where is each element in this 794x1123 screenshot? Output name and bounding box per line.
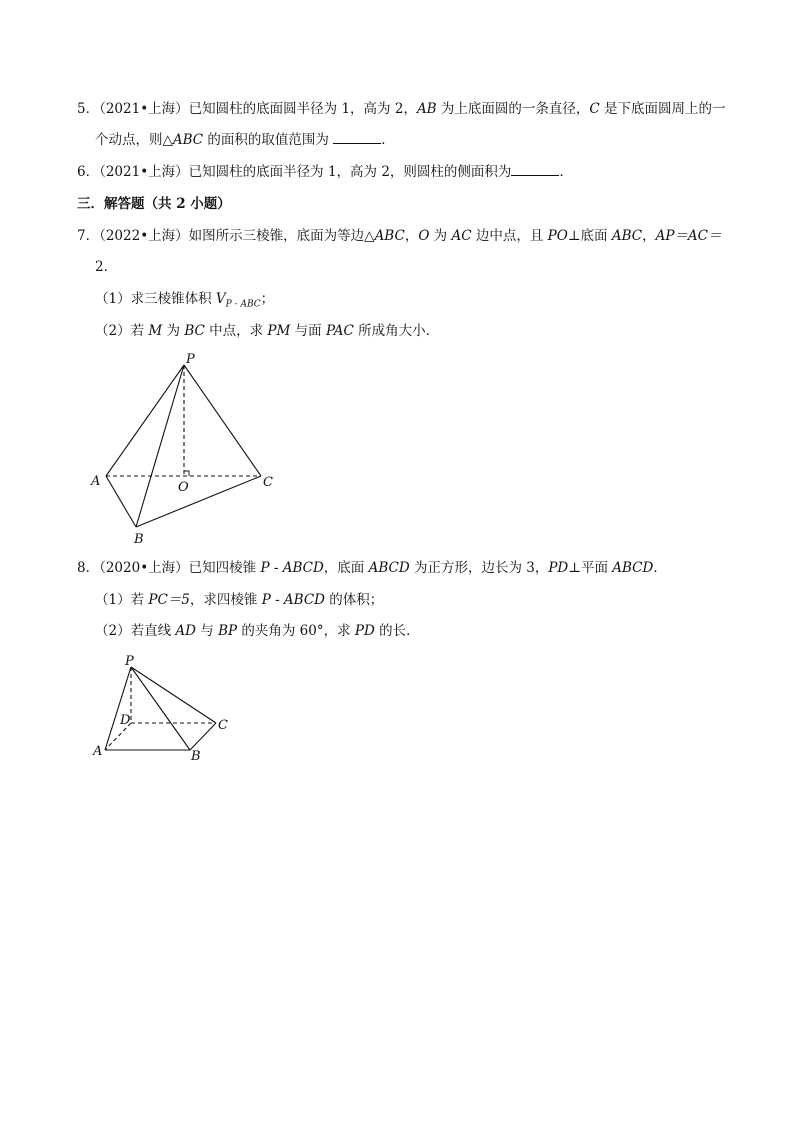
question-text: （1）若 (95, 592, 149, 608)
label-b: B (191, 749, 201, 764)
question-text: ， (404, 228, 419, 244)
question-text: 中点，求 (204, 323, 268, 339)
math-var: BP (218, 623, 238, 639)
edge-pa (105, 667, 131, 750)
question-text: 个动点，则△ (95, 132, 173, 148)
question-text: 如图所示三棱锥，底面为等边△ (188, 228, 375, 244)
question-source: （2022•上海） (99, 228, 189, 244)
label-c: C (218, 718, 228, 733)
answer-blank[interactable] (333, 131, 381, 144)
math-var: AD (175, 623, 196, 639)
question-text: 已知圆柱的底面圆半径为 1，高为 2， (188, 101, 417, 117)
edge-bc (136, 476, 261, 527)
math-var: P - ABCD (261, 592, 326, 608)
question-5-line-1 (77, 100, 726, 118)
edge-pc (184, 365, 261, 476)
question-text: ⊥平面 (568, 560, 613, 576)
question-text: ， (642, 228, 656, 244)
question-text: 的面积的取值范围为 (203, 132, 329, 148)
question-7-sub-2 (95, 322, 439, 340)
question-text: ． (559, 164, 573, 180)
question-text: 与面 (290, 323, 326, 339)
question-8-sub-1 (95, 591, 383, 609)
math-var: P - ABCD (260, 560, 324, 576)
label-c: C (263, 475, 273, 490)
question-text: ，求四棱锥 (189, 592, 262, 608)
question-text: 的体积； (325, 592, 384, 608)
question-text: 为 (162, 323, 185, 339)
question-number: 8． (77, 560, 100, 576)
question-text: 与 (195, 623, 219, 639)
question-text: 为上底面圆的一条直径， (436, 101, 590, 117)
math-var: M (148, 323, 163, 339)
math-var: PC＝5 (148, 592, 190, 608)
math-var: AC (451, 228, 472, 244)
edge-pb (131, 667, 190, 750)
edge-bc (190, 723, 216, 750)
math-var: PAC (325, 323, 354, 339)
right-angle-mark (184, 471, 189, 476)
label-a: A (91, 474, 101, 489)
question-text: （2）若 (95, 323, 149, 339)
quadrilateral-pyramid-figure (85, 650, 245, 765)
label-o: O (178, 480, 189, 495)
math-var: PD (354, 623, 375, 639)
label-a: A (93, 744, 103, 759)
question-8-sub-2 (95, 622, 420, 640)
question-7-line-1 (77, 227, 722, 245)
question-text: 的长． (374, 623, 420, 639)
question-text: 的夹角为 60°，求 (237, 623, 355, 639)
question-text: ． (653, 560, 667, 576)
question-text: ． (381, 132, 395, 148)
question-5-line-2 (95, 131, 395, 149)
question-text: 是下底面圆周上的一 (599, 101, 726, 117)
math-var: ABC (374, 228, 405, 244)
question-source: （2021•上海） (99, 101, 189, 117)
question-text: ⊥底面 (567, 228, 612, 244)
edge-pc (131, 667, 216, 723)
label-d: D (120, 713, 131, 728)
question-7-line-2: 2． (95, 259, 118, 275)
question-text: 已知四棱锥 (188, 560, 261, 576)
question-number: 5． (77, 101, 100, 117)
edge-ab (106, 476, 136, 527)
math-var: PM (267, 323, 291, 339)
edge-pa (106, 365, 184, 476)
math-var: V (215, 291, 226, 307)
question-text: 已知圆柱的底面半径为 1，高为 2，则圆柱的侧面积为 (188, 164, 512, 180)
math-var: AP＝AC＝ (655, 228, 722, 244)
math-var: ABC (611, 228, 643, 244)
math-var: O (418, 228, 430, 244)
question-text: 所成角大小． (353, 323, 440, 339)
edge-pb (136, 365, 184, 527)
math-var: ABCD (612, 560, 654, 576)
question-text: ； (260, 291, 275, 307)
question-number: 7． (77, 228, 100, 244)
answer-blank[interactable] (511, 163, 559, 176)
math-var: BC (184, 323, 205, 339)
question-number: 6． (77, 164, 100, 180)
question-7-sub-1 (95, 290, 274, 314)
question-text: 为 (429, 228, 452, 244)
math-var: ABC (172, 132, 204, 148)
question-text: 边中点，且 (471, 228, 548, 244)
section-heading: 三．解答题（共 2 小题） (77, 196, 231, 212)
math-var: ABCD (368, 560, 410, 576)
math-var: PD (548, 560, 569, 576)
math-var: PO (547, 228, 568, 244)
question-8-line-1 (77, 559, 667, 577)
question-text: ，底面 (323, 560, 369, 576)
question-text: 为正方形，边长为 3， (409, 560, 549, 576)
question-text: （1）求三棱锥体积 (95, 291, 216, 307)
question-text: （2）若直线 (95, 623, 176, 639)
label-b: B (134, 532, 144, 547)
math-subscript: P - ABC (225, 299, 261, 310)
math-var: C (589, 101, 600, 117)
math-var: AB (416, 101, 437, 117)
question-6 (77, 163, 573, 181)
triangular-pyramid-figure (85, 345, 285, 550)
label-p: P (186, 352, 195, 367)
label-p: P (125, 654, 134, 669)
question-source: （2021•上海） (99, 164, 189, 180)
question-source: （2020•上海） (99, 560, 189, 576)
